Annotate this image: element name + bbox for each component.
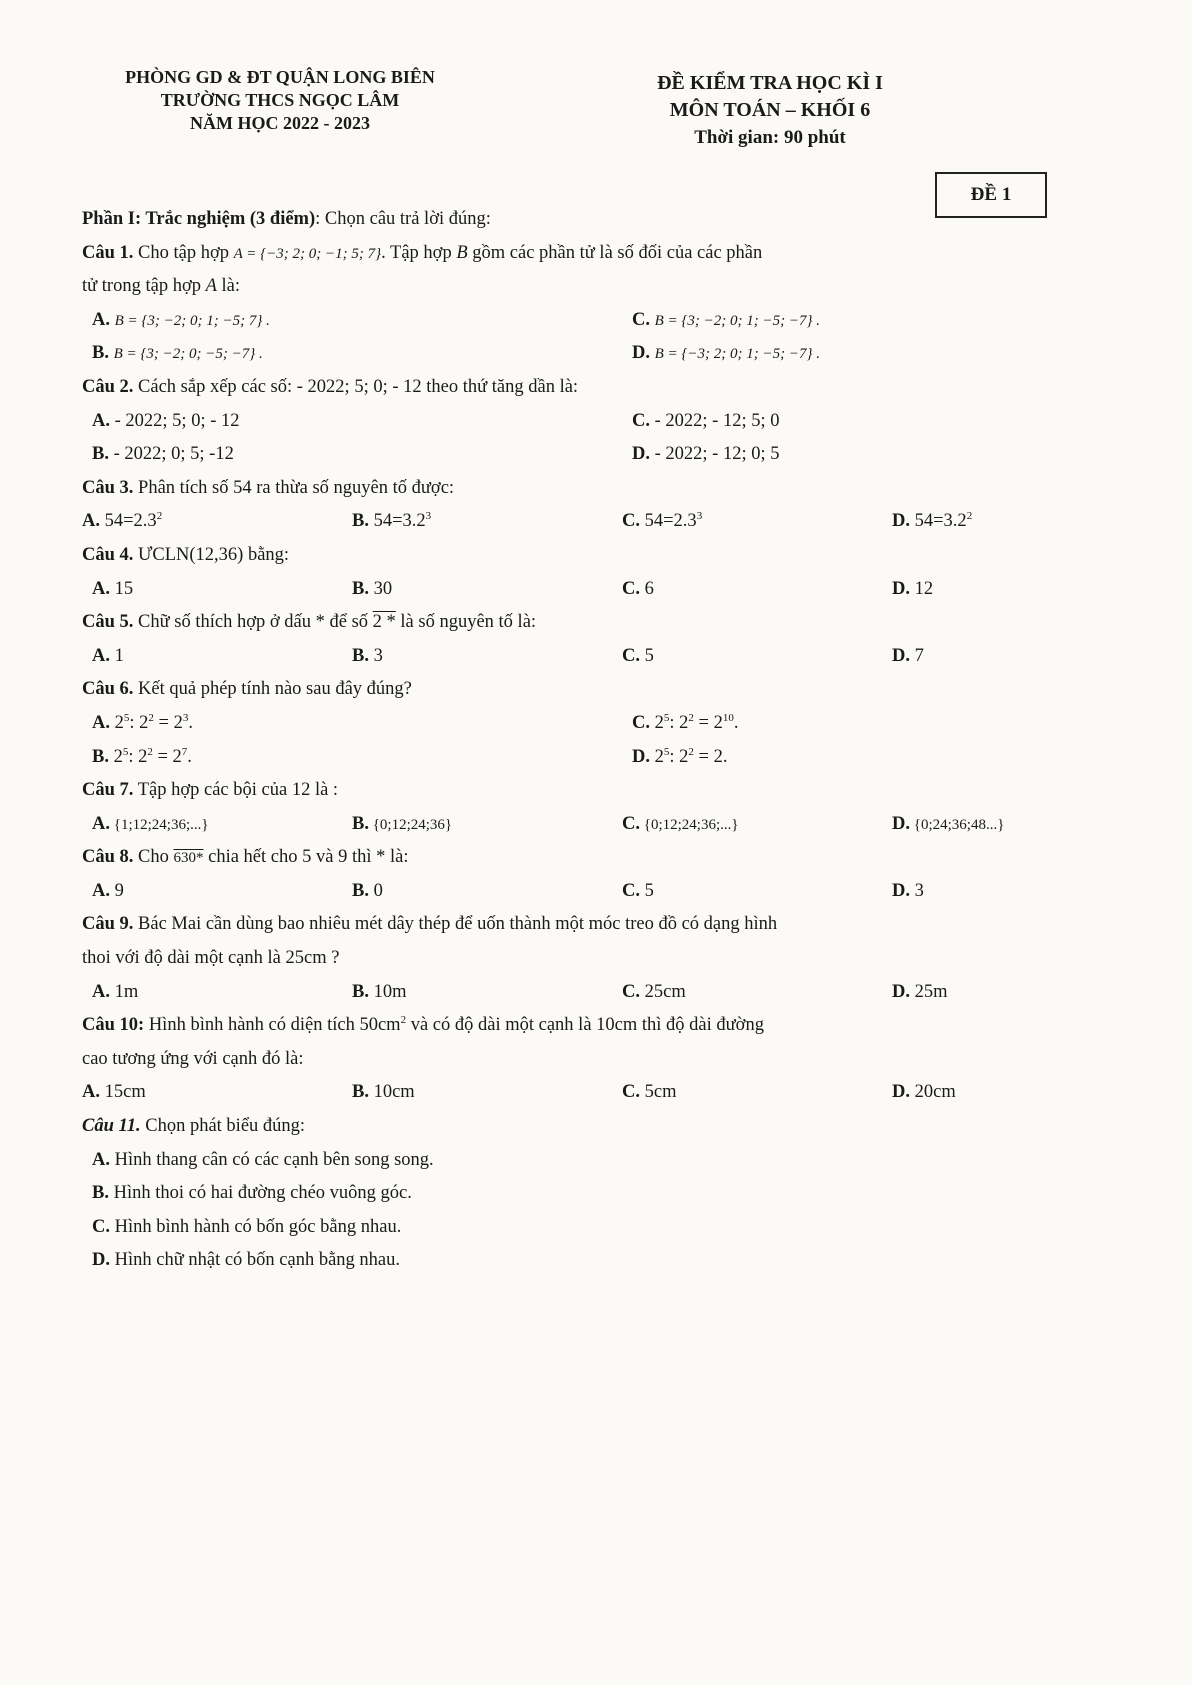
text-span: là: [216,276,241,297]
exam-body [82,203,1092,1278]
text-span: A. [92,1149,110,1170]
exam-header [600,70,940,151]
question-1-options-row2 [82,337,1092,371]
text-span: A. [92,813,110,834]
text-span: Cách sắp xếp các số: - 2022; 5; 0; - 12 theo thứ tăng dần là: [133,376,579,397]
question-11-option-d [82,1244,1092,1278]
text-span: 5 [663,745,670,758]
text-span: 5cm [640,1082,677,1103]
option [92,640,124,674]
text-span: 12 [910,578,934,599]
text-span: C. [622,981,640,1002]
question-10-cont [82,1043,1092,1077]
text-span: 630* [173,850,204,867]
question-11 [82,1110,1092,1144]
option [92,304,270,339]
section-title [82,203,1092,237]
option [92,875,124,909]
text-span: 0 [368,880,383,901]
option [622,640,654,674]
text-span: 2 [114,712,124,733]
exam-duration: Thời gian: 90 phút [694,127,846,148]
question-11-option-b [82,1177,1092,1211]
text-span: - 2022; - 12; 0; 5 [650,444,780,465]
text-span: A. [92,645,110,666]
text-span: C. [632,410,650,431]
text-span: A. [82,1082,100,1103]
question-5-options [82,640,1092,674]
text-span: B = {−3; 2; 0; 1; −5; −7} . [654,346,820,363]
text-span: C. [92,1216,110,1237]
text-span: D. [892,578,910,599]
text-span: C. [622,880,640,901]
text-span: A. [92,712,110,733]
text-span: C. [622,1082,640,1103]
text-span: 5 [640,645,654,666]
question-1 [82,237,1092,271]
text-span: B. [352,645,369,666]
option [632,304,820,339]
option [622,573,654,607]
text-span: Câu 2. [82,376,134,397]
text-span: B = {3; −2; 0; 1; −5; 7} . [114,312,270,329]
text-span: 2 [147,745,153,758]
text-span: gồm các phần tử là số đối của các phần [467,242,763,263]
text-span: 5 [663,711,670,724]
text-span: D. [892,511,910,532]
text-span: = 2 [152,746,182,767]
text-span: B. [92,746,109,767]
text-span: A = {−3; 2; 0; −1; 5; 7} [233,245,382,262]
text-span: B. [352,813,369,834]
text-span: D. [892,645,910,666]
question-4-options [82,573,1092,607]
text-span: 5 [122,745,129,758]
question-9-cont [82,942,1092,976]
text-span: 7 [181,745,188,758]
question-3 [82,472,1092,506]
question-2-options-row2 [82,438,1092,472]
option [92,1177,412,1211]
text-span: 25cm [640,981,686,1002]
text-span: C. [622,813,640,834]
text-span: 54=2.3 [100,511,157,532]
option [352,976,406,1010]
question-9 [82,908,1092,942]
text-span: D. [892,813,910,834]
option [352,808,452,843]
text-span: Câu 7. [82,780,134,801]
option [92,1144,434,1178]
text-span: Hình bình hành có diện tích 50cm [144,1015,401,1036]
text-span: B = {3; −2; 0; −5; −7} . [113,346,263,363]
text-span: . [188,712,193,733]
question-10 [82,1009,1092,1043]
option [352,505,431,539]
text-span: 10m [368,981,407,1002]
text-span: Hình chữ nhật có bốn cạnh bằng nhau. [110,1250,401,1271]
text-span: D. [892,880,910,901]
text-span: . Tập hợp [381,242,457,263]
text-span: thoi với độ dài một cạnh là 25cm ? [82,948,340,969]
text-span: 3 [910,880,924,901]
text-span: Hình thang cân có các cạnh bên song song. [110,1149,434,1170]
text-span: Chữ số thích hợp ở dấu * để số [133,612,373,633]
option [92,337,263,372]
text-span: 2 [966,510,973,523]
option [892,1076,956,1110]
text-span: 2 [148,711,154,724]
text-span: {0;12;24;36} [368,816,453,833]
text-span: A. [92,981,110,1002]
option [92,1244,400,1278]
text-span: Câu 6. [82,679,134,700]
option [82,1076,146,1110]
text-span: = 2 [693,746,723,767]
text-span: . [722,746,728,767]
text-span: Hình thoi có hai đường chéo vuông góc. [108,1183,412,1204]
text-span: Câu 11. [82,1116,141,1137]
text-span: 2 [688,711,694,724]
text-span: Phân tích số 54 ra thừa số nguyên tố được: [133,477,455,498]
text-span: 15cm [100,1082,146,1103]
text-span: B = {3; −2; 0; 1; −5; −7} . [654,312,820,329]
text-span: 54=2.3 [640,511,697,532]
option [92,1211,401,1245]
text-span: - 2022; 5; 0; - 12 [110,410,240,431]
text-span: . [187,746,192,767]
text-span: là số nguyên tố là: [395,612,537,633]
text-span: A. [92,309,110,330]
text-span: C. [632,712,650,733]
question-4 [82,539,1092,573]
question-1-options-row1 [82,304,1092,338]
question-10-options [82,1076,1092,1110]
text-span: 3 [368,645,383,666]
text-span: 2 [688,745,694,758]
text-span: B. [352,578,369,599]
option [892,573,933,607]
text-span: 9 [110,880,124,901]
text-span: D. [632,746,650,767]
option [622,976,686,1010]
question-8-options [82,875,1092,909]
text-span: {1;12;24;36;...} [110,816,209,833]
text-span: Cho tập hợp [133,242,234,263]
question-7 [82,774,1092,808]
text-span: Câu 3. [82,477,134,498]
text-span: A [205,276,217,297]
text-span: Câu 1. [82,242,134,263]
option [92,741,192,775]
text-span: {0;12;24;36;...} [640,816,739,833]
text-span: D. [892,1082,910,1103]
question-6-options-row2 [82,741,1092,775]
option [632,438,780,472]
option [92,707,193,741]
question-2 [82,371,1092,405]
option [352,573,392,607]
text-span: Kết quả phép tính nào sau đây đúng? [133,679,412,700]
question-11-option-c [82,1211,1092,1245]
text-span: cao tương ứng với cạnh đó là: [82,1048,304,1069]
text-span: và có độ dài một cạnh là 10cm thì độ dài đường [406,1015,764,1036]
question-11-option-a [82,1144,1092,1178]
school-year: NĂM HỌC 2022 - 2023 [190,113,370,133]
text-span: Tập hợp các bội của 12 là : [133,780,339,801]
text-span: 25m [910,981,948,1002]
option [92,573,133,607]
option [622,875,654,909]
text-span: : 2 [669,746,689,767]
text-span: B. [352,511,369,532]
text-span: D. [632,444,650,465]
text-span: B. [352,981,369,1002]
option [92,808,209,843]
option [632,337,820,372]
text-span: Câu 4. [82,544,134,565]
text-span: : Chọn câu trả lời đúng: [315,209,491,229]
option [92,976,138,1010]
option [92,405,240,439]
text-span: Phần I: Trắc nghiệm (3 điểm) [82,209,316,229]
school-name: TRƯỜNG THCS NGỌC LÂM [160,90,400,110]
option [632,405,780,439]
text-span: 7 [910,645,924,666]
text-span: : 2 [128,746,148,767]
text-span: 30 [368,578,393,599]
text-span: A. [92,880,110,901]
text-span: 2 [156,510,163,523]
option [622,1076,676,1110]
text-span: = 2 [693,712,723,733]
text-span: 1m [110,981,139,1002]
question-8 [82,841,1092,875]
option [892,808,1004,843]
text-span: 1 [110,645,124,666]
text-span: A. [92,578,110,599]
text-span: Chọn phát biểu đúng: [140,1116,306,1137]
text-span: : 2 [129,712,149,733]
question-5 [82,606,1092,640]
text-span: 3 [182,711,189,724]
question-6-options-row1 [82,707,1092,741]
text-span: D. [632,343,650,364]
text-span: B. [92,343,109,364]
text-span: 10 [722,711,734,724]
text-span: C. [632,309,650,330]
question-2-options-row1 [82,405,1092,439]
department-name: PHÒNG GD & ĐT QUẬN LONG BIÊN [125,67,435,87]
text-span: Câu 5. [82,612,134,633]
text-span: B [456,242,468,263]
text-span: Bác Mai cần dùng bao nhiêu mét dây thép để uốn thành một móc treo đồ có dạng hình [133,914,778,935]
question-9-options [82,976,1092,1010]
text-span: {0;24;36;48...} [910,816,1005,833]
exam-title: ĐỀ KIỂM TRA HỌC KÌ I [657,72,883,94]
text-span: Cho [133,847,174,868]
text-span: D. [892,981,910,1002]
text-span: Câu 8. [82,847,134,868]
option [82,505,162,539]
text-span: B. [352,1082,369,1103]
text-span: 5 [640,880,654,901]
text-span: Câu 10: [82,1015,145,1036]
school-header [60,66,500,135]
text-span: 5 [123,711,130,724]
option [892,640,924,674]
text-span: - 2022; - 12; 5; 0 [650,410,780,431]
text-span: C. [622,511,640,532]
option [892,505,972,539]
text-span: 2 * [372,612,396,633]
text-span: = 2 [153,712,183,733]
text-span: B. [352,880,369,901]
option [352,640,383,674]
option [352,1076,415,1110]
text-span: A. [82,511,100,532]
text-span: 2 [113,746,123,767]
text-span: . [733,712,739,733]
text-span: D. [92,1250,110,1271]
text-span: C. [622,645,640,666]
text-span: 3 [696,510,703,523]
option [892,875,924,909]
option [622,808,739,843]
text-span: Câu 9. [82,914,134,935]
text-span: : 2 [669,712,689,733]
text-span: 6 [640,578,654,599]
text-span: 20cm [910,1082,956,1103]
text-span: 54=3.2 [368,511,426,532]
text-span: 2 [400,1014,407,1027]
question-7-options [82,808,1092,842]
text-span: B. [92,444,109,465]
text-span: ƯCLN(12,36) bằng: [133,544,290,565]
option [632,741,727,775]
text-span: Hình bình hành có bốn góc bằng nhau. [110,1216,402,1237]
text-span: C. [622,578,640,599]
text-span: A. [92,410,110,431]
question-3-options [82,505,1092,539]
exam-code-box: ĐỀ 1 [935,172,1047,218]
text-span: B. [92,1183,109,1204]
option [892,976,948,1010]
text-span: 54=3.2 [910,511,967,532]
text-span: tử trong tập hợp [82,276,206,297]
question-1-cont [82,270,1092,304]
option [92,438,234,472]
text-span: 3 [425,510,432,523]
text-span: 2 [654,712,664,733]
text-span: - 2022; 0; 5; -12 [108,444,234,465]
text-span: 2 [654,746,664,767]
text-span: 15 [110,578,134,599]
option [632,707,738,741]
option [622,505,702,539]
option [352,875,383,909]
text-span: chia hết cho 5 và 9 thì * là: [203,847,409,868]
exam-subject: MÔN TOÁN – KHỐI 6 [669,99,871,121]
question-6 [82,673,1092,707]
text-span: 10cm [368,1082,415,1103]
